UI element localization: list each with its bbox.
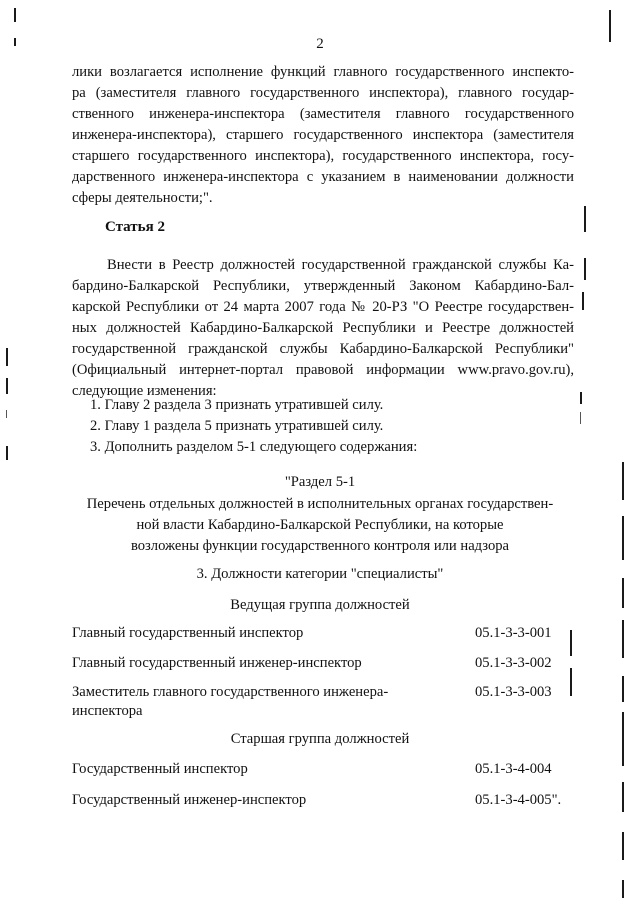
subtitle-line: ной власти Кабардино-Балкарской Республики, на которые xyxy=(136,517,504,533)
scan-mark xyxy=(6,410,7,418)
scan-mark xyxy=(622,832,624,860)
scan-mark xyxy=(622,516,624,560)
scan-mark xyxy=(582,292,584,310)
position-code: 05.1-3-3-002 xyxy=(475,655,552,671)
group-heading: Ведущая группа должностей xyxy=(230,597,410,613)
scan-mark xyxy=(6,378,8,394)
table-row xyxy=(72,624,572,643)
scan-mark xyxy=(609,10,611,42)
scan-mark xyxy=(622,712,624,766)
category-heading: 3. Должности категории "специалисты" xyxy=(196,566,444,582)
article-heading: Статья 2 xyxy=(105,219,165,235)
scan-mark xyxy=(622,782,624,812)
scan-mark xyxy=(14,38,16,46)
scan-mark xyxy=(584,206,586,232)
position-name: Главный государственный инженер-инспектор xyxy=(72,655,362,671)
scan-mark xyxy=(622,620,624,658)
section-subtitle xyxy=(60,494,580,557)
intro-line: дарственного инженера-инспектора с указанием в наименовании должности xyxy=(72,169,574,185)
position-name: Главный государственный инспектор xyxy=(72,625,304,641)
article-line: Внести в Реестр должностей государственной гражданской службы Ка- xyxy=(107,257,574,273)
subtitle-line: Перечень отдельных должностей в исполнительных органах государствен- xyxy=(86,496,554,512)
intro-line: сферы деятельности;". xyxy=(72,190,213,206)
intro-line: старшего государственного инспектора), государственного инспектора, госу- xyxy=(72,148,574,164)
scan-mark xyxy=(570,668,572,696)
article-line: государственной гражданской службы Кабардино-Балкарской Республики" xyxy=(72,341,574,357)
position-name: Заместитель главного государственного инженера-инспектора xyxy=(72,684,389,719)
position-name: Государственный инспектор xyxy=(72,761,248,777)
list-item: 3. Дополнить разделом 5-1 следующего содержания: xyxy=(90,439,418,455)
scan-mark xyxy=(6,348,8,366)
section-title: "Раздел 5-1 xyxy=(284,474,356,490)
article-paragraph xyxy=(72,255,574,402)
scan-mark xyxy=(570,630,572,656)
article-line: ных должностей Кабардино-Балкарской Республики и Реестре должностей xyxy=(72,320,574,336)
scan-mark xyxy=(622,578,624,608)
position-code: 05.1-3-4-004 xyxy=(475,761,552,777)
group-heading: Старшая группа должностей xyxy=(230,731,410,747)
list-item: 2. Главу 1 раздела 5 признать утратившей силу. xyxy=(90,418,384,434)
table-row xyxy=(72,760,572,779)
intro-paragraph xyxy=(72,62,574,209)
position-code: 05.1-3-3-001 xyxy=(475,625,552,641)
scan-mark xyxy=(14,8,16,22)
scan-mark xyxy=(622,880,624,898)
page-number: 2 xyxy=(316,36,324,52)
intro-line: лики возлагается исполнение функций главного государственного инспекто- xyxy=(72,64,574,80)
article-line: следующие изменения: xyxy=(72,383,217,399)
intro-line: ра (заместителя главного государственного инспектора), главного государ- xyxy=(72,85,574,101)
list-item: 1. Главу 2 раздела 3 признать утратившей силу. xyxy=(90,397,384,413)
intro-line: инженера-инспектора), старшего государственного инспектора (заместителя xyxy=(72,127,574,143)
intro-line: ственного инженера-инспектора (заместителя главного государственного xyxy=(72,106,574,122)
position-code: 05.1-3-4-005". xyxy=(475,792,562,808)
position-name: Государственный инженер-инспектор xyxy=(72,792,307,808)
table-row xyxy=(72,654,572,673)
scan-mark xyxy=(6,446,8,460)
scan-mark xyxy=(622,676,624,702)
scan-mark xyxy=(580,392,582,404)
scan-mark xyxy=(584,258,586,280)
scan-mark xyxy=(580,412,581,424)
subtitle-line: возложены функции государственного контроля или надзора xyxy=(130,538,510,554)
article-line: карской Республики от 24 марта 2007 года № 20-РЗ "О Реестре государствен- xyxy=(72,299,574,315)
scan-mark xyxy=(622,462,624,500)
table-row xyxy=(72,791,572,810)
article-line: (Официальный интернет-портал правовой информации www.pravo.gov.ru), xyxy=(72,362,574,378)
article-line: бардино-Балкарской Республики, утвержденный Законом Кабардино-Бал- xyxy=(72,278,574,294)
position-code: 05.1-3-3-003 xyxy=(475,684,552,700)
table-row xyxy=(72,683,572,721)
